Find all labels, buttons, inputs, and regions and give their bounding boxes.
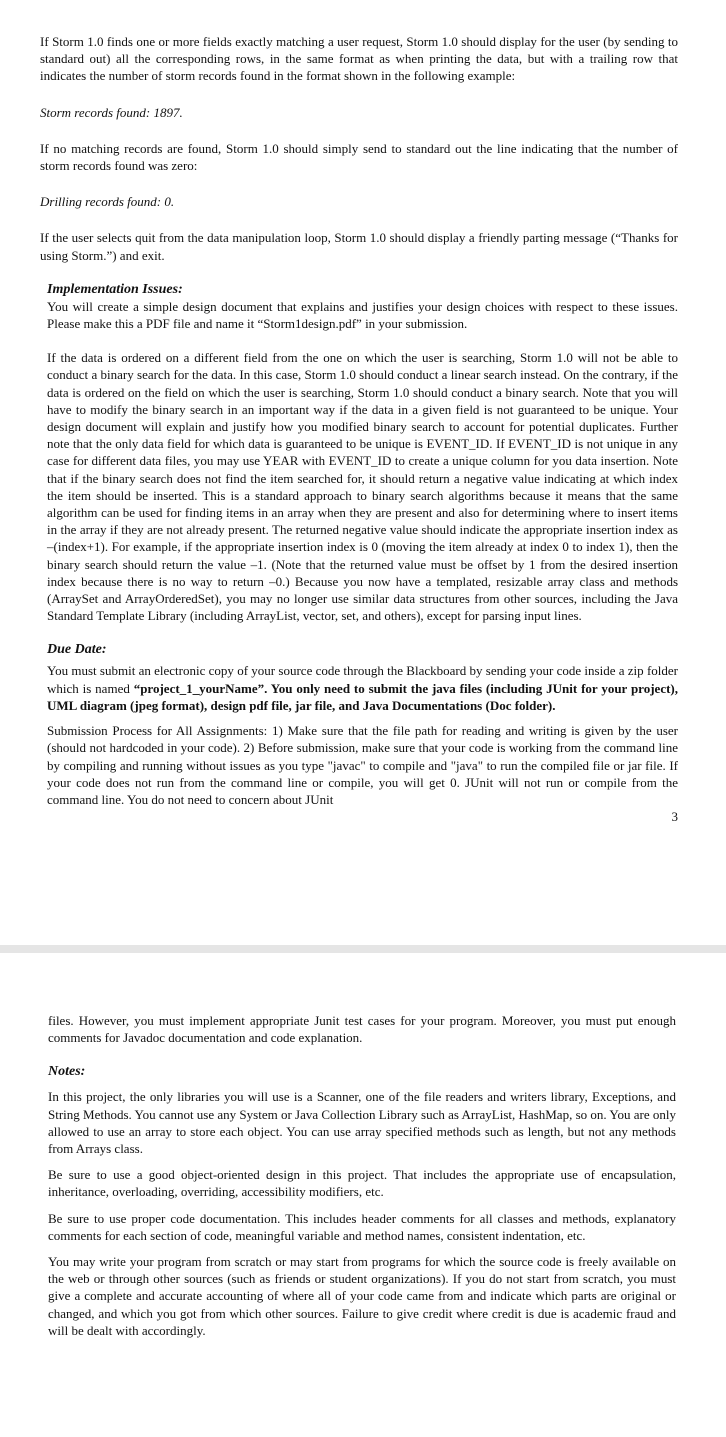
paragraph-libraries: In this project, the only libraries you will use is a Scanner, one of the file readers and writers library, Exceptions, and String Methods. You cannot use any System or Java Collection Library such as ArrayList, HashMap, so on. You are only allowed to use an array to store each object. You can use array specified methods such as length, but not any methods from Arrays class. <box>48 1089 676 1157</box>
implementation-heading: Implementation Issues: <box>47 281 183 297</box>
paragraph-code-documentation: Be sure to use proper code documentation. This includes header comments for all classes and methods, explanatory comments for each section of code, meaningful variable and method names, consistent indentation, etc. <box>48 1210 676 1243</box>
paragraph-code-sources: You may write your program from scratch or may start from programs for which the source code is freely available on the web or through other sources (such as friends or student organizations). If you do not start from scratch, you must give a complete and accurate accounting of where all of your code came from and indicate which parts are original or changed, and which you got from which other sources. Failure to give credit where credit is due is academic fraud and will be dealt with accordingly. <box>48 1254 676 1338</box>
page-number: 3 <box>671 809 678 825</box>
due-date-bold-requirements: “project_1_yourName”. You only need to submit the java files (including JUnit for your project), UML diagram (jpeg format), design pdf file, jar file, and Java Documentations (Doc folder). <box>47 680 678 713</box>
example-records-zero: Drilling records found: 0. <box>40 194 175 210</box>
paragraph-submission-process: Submission Process for All Assignments: 1) Make sure that the file path for reading and writing is given by the user (should not hardcoded in your code). 2) Before submission, make sure that your code is working from the command line by compiling and running without issues as you type "javac" to compile and "java" to run the compiled file or jar file. If your code does not run from the command line or compile, you will get 0. JUnit will not run or compile from the command line. You do not need to concern about JUnit <box>47 723 678 807</box>
implementation-section <box>47 281 678 825</box>
due-date-text: You must submit an electronic copy of your source code through the Blackboard by sending your code inside a zip folder which is named <box>47 663 678 696</box>
paragraph-no-match: If no matching records are found, Storm 1.0 should simply send to standard out the line indicating that the number of storm records found was zero: <box>40 140 678 174</box>
paragraph-object-oriented-design: Be sure to use a good object-oriented design in this project. That includes the appropriate use of encapsulation, inheritance, overloading, overriding, accessibility modifiers, etc. <box>48 1167 676 1200</box>
paragraph-junit-files: files. However, you must implement appropriate Junit test cases for your program. Moreover, you must put enough comments for Javadoc documentation and code explanation. <box>48 1013 676 1046</box>
paragraph-matching-records: If Storm 1.0 finds one or more fields exactly matching a user request, Storm 1.0 should display for the user (by sending to standard out) all the corresponding rows, in the same format as when printing the data, but with a trailing row that indicates the number of storm records found in the format shown in the following example: <box>40 34 678 84</box>
due-date-heading: Due Date: <box>47 642 107 658</box>
document-page-4 <box>0 953 726 1437</box>
notes-heading: Notes: <box>48 1064 86 1080</box>
paragraph-quit: If the user selects quit from the data manipulation loop, Storm 1.0 should display a friendly parting message (“Thanks for using Storm.”) and exit. <box>40 230 678 263</box>
page-separator <box>0 945 726 953</box>
paragraph-due-date <box>47 662 678 714</box>
example-records-found: Storm records found: 1897. <box>40 104 183 120</box>
paragraph-design-document: You will create a simple design document that explains and justifies your design choices with respect to these issues. Please make this a PDF file and name it “Storm1design.pdf” in your submission. <box>47 298 678 332</box>
paragraph-binary-search: If the data is ordered on a different field from the one on which the user is searching, Storm 1.0 will not be able to conduct a binary search for the data. In this case, Storm 1.0 should conduct a linear search instead. On the contrary, if the data is ordered on the field on which the user is searching, Storm 1.0 should conduct a binary search. Note that you will have to modify the binary search in an important way if the data in a given field is not guaranteed to be unique. Your design document will explain and justify how you modified binary search to account for potential duplicates. Further note that the only data field for which data is guaranteed to be unique is EVENT_ID. If EVENT_ID is not unique in any case for different data files, you may use YEAR with EVENT_ID to create a unique column for you data insertion. Note that if the binary search does not find the item searched for, it should return a negative value indicating at which index the item should be inserted. This is a standard approach to binary search algorithms because it means that the same algorithm can be used for finding items in an array when they are present and also for determining where to insert items in the array if they are not already present. The returned negative value should indicate the appropriate insertion index as –(index+1). For example, if the appropriate insertion index is 0 (moving the item already at index 0 to index 1), then the binary search should return the value –1. (Note that the returned value must be offset by 1 from the desired insertion index because there is no way to return –0.) Because you now have a templated, resizable array class and methods (ArraySet and ArrayOrderedSet), you may no longer use similar data structures from other sources, including the Java Standard Template Library (including ArrayList, vector, set, and others), except for parsing input lines. <box>47 350 678 624</box>
